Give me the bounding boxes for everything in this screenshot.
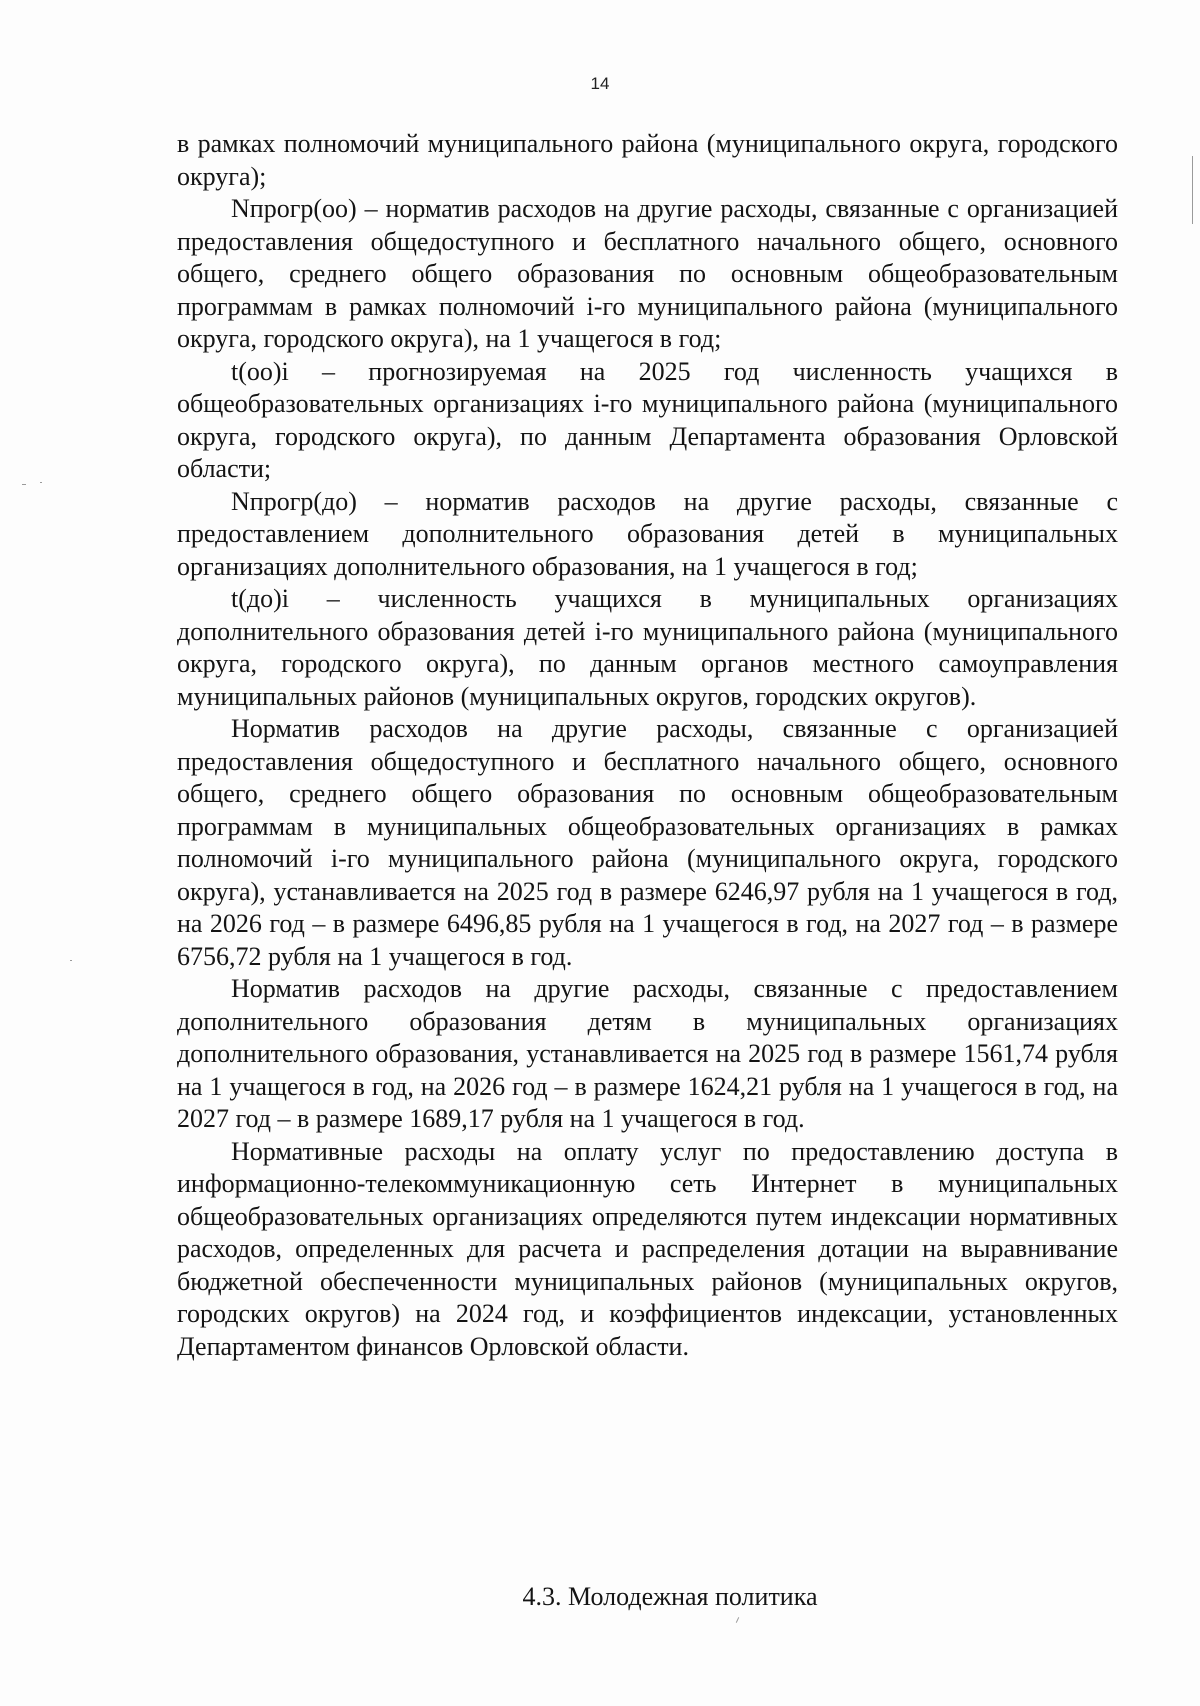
paragraph-definition-nprogr-oo: Nпрогр(оо) – норматив расходов на другие расходы, связанные с организацией предоставления общедоступного и бесплатного начального общего, основного общего, среднего общего образования по основным общеобразовательным программам в рамках полномочий i-го муниципального района (муниципального округа, городского округа), на 1 учащегося в год;: [177, 194, 1118, 353]
paragraph-definition-t-do: t(до)i – численность учащихся в муниципальных организациях дополнительного образования детей i-го муниципального района (муниципального округа, городского округа), по данным органов местного самоуправления муниципальных районов (муниципальных округов, городских округов).: [177, 584, 1118, 711]
scan-artifact-stroke: [736, 1617, 739, 1623]
paragraph-additional-education-norm: Норматив расходов на другие расходы, связанные с предоставлением дополнительного образования детям в муниципальных организациях дополнительного образования, устанавливается на 2025 год в размере 1561,74 рубля на 1 учащегося в год, на 2026 год – в размере 1624,21 рубля на 1 учащегося в год, на 2027 год – в размере 1689,17 рубля на 1 учащегося в год.: [177, 974, 1118, 1133]
paragraph-definition-t-oo: t(оо)i – прогнозируемая на 2025 год численность учащихся в общеобразовательных организациях i-го муниципального района (муниципального округа, городского округа), по данным Департамента образования Орловской области;: [177, 356, 1118, 483]
paragraph-continuation: в рамках полномочий муниципального района (муниципального округа, городского округа);: [177, 129, 1118, 191]
paragraph-general-education-norm: Норматив расходов на другие расходы, связанные с организацией предоставления общедоступного и бесплатного начального общего, основного общего, среднего общего образования по основным общеобразовательным программам в муниципальных общеобразовательных организациях в рамках полномочий i-го муниципального района (муниципального округа, городского округа), устанавливается на 2025 год в размере 6246,97 рубля на 1 учащегося в год, на 2026 год – в размере 6496,85 рубля на 1 учащегося в год, на 2027 год – в размере 6756,72 рубля на 1 учащегося в год.: [177, 714, 1118, 971]
scan-artifact-dot: [40, 482, 42, 483]
scan-artifact-dot: [22, 484, 26, 485]
scan-artifact-dot: [70, 960, 72, 961]
page-number: 14: [590, 74, 610, 93]
paragraph-internet-costs: Нормативные расходы на оплату услуг по предоставлению доступа в информационно-телекоммуникационную сеть Интернет в муниципальных общеобразовательных организациях определяются путем индексации нормативных расходов, определенных для расчета и распределения дотации на выравнивание бюджетной обеспеченности муниципальных районов (муниципальных округов, городских округов) на 2024 год, и коэффициентов индексации, установленных Департаментом финансов Орловской области.: [177, 1136, 1118, 1361]
document-body: [177, 128, 1118, 1363]
section-heading: 4.3. Молодежная политика: [522, 1582, 818, 1611]
paragraph-definition-nprogr-do: Nпрогр(до) – норматив расходов на другие расходы, связанные с предоставлением дополнительного образования детей в муниципальных организациях дополнительного образования, на 1 учащегося в год;: [177, 486, 1118, 581]
scan-artifact-line: [1192, 156, 1193, 224]
